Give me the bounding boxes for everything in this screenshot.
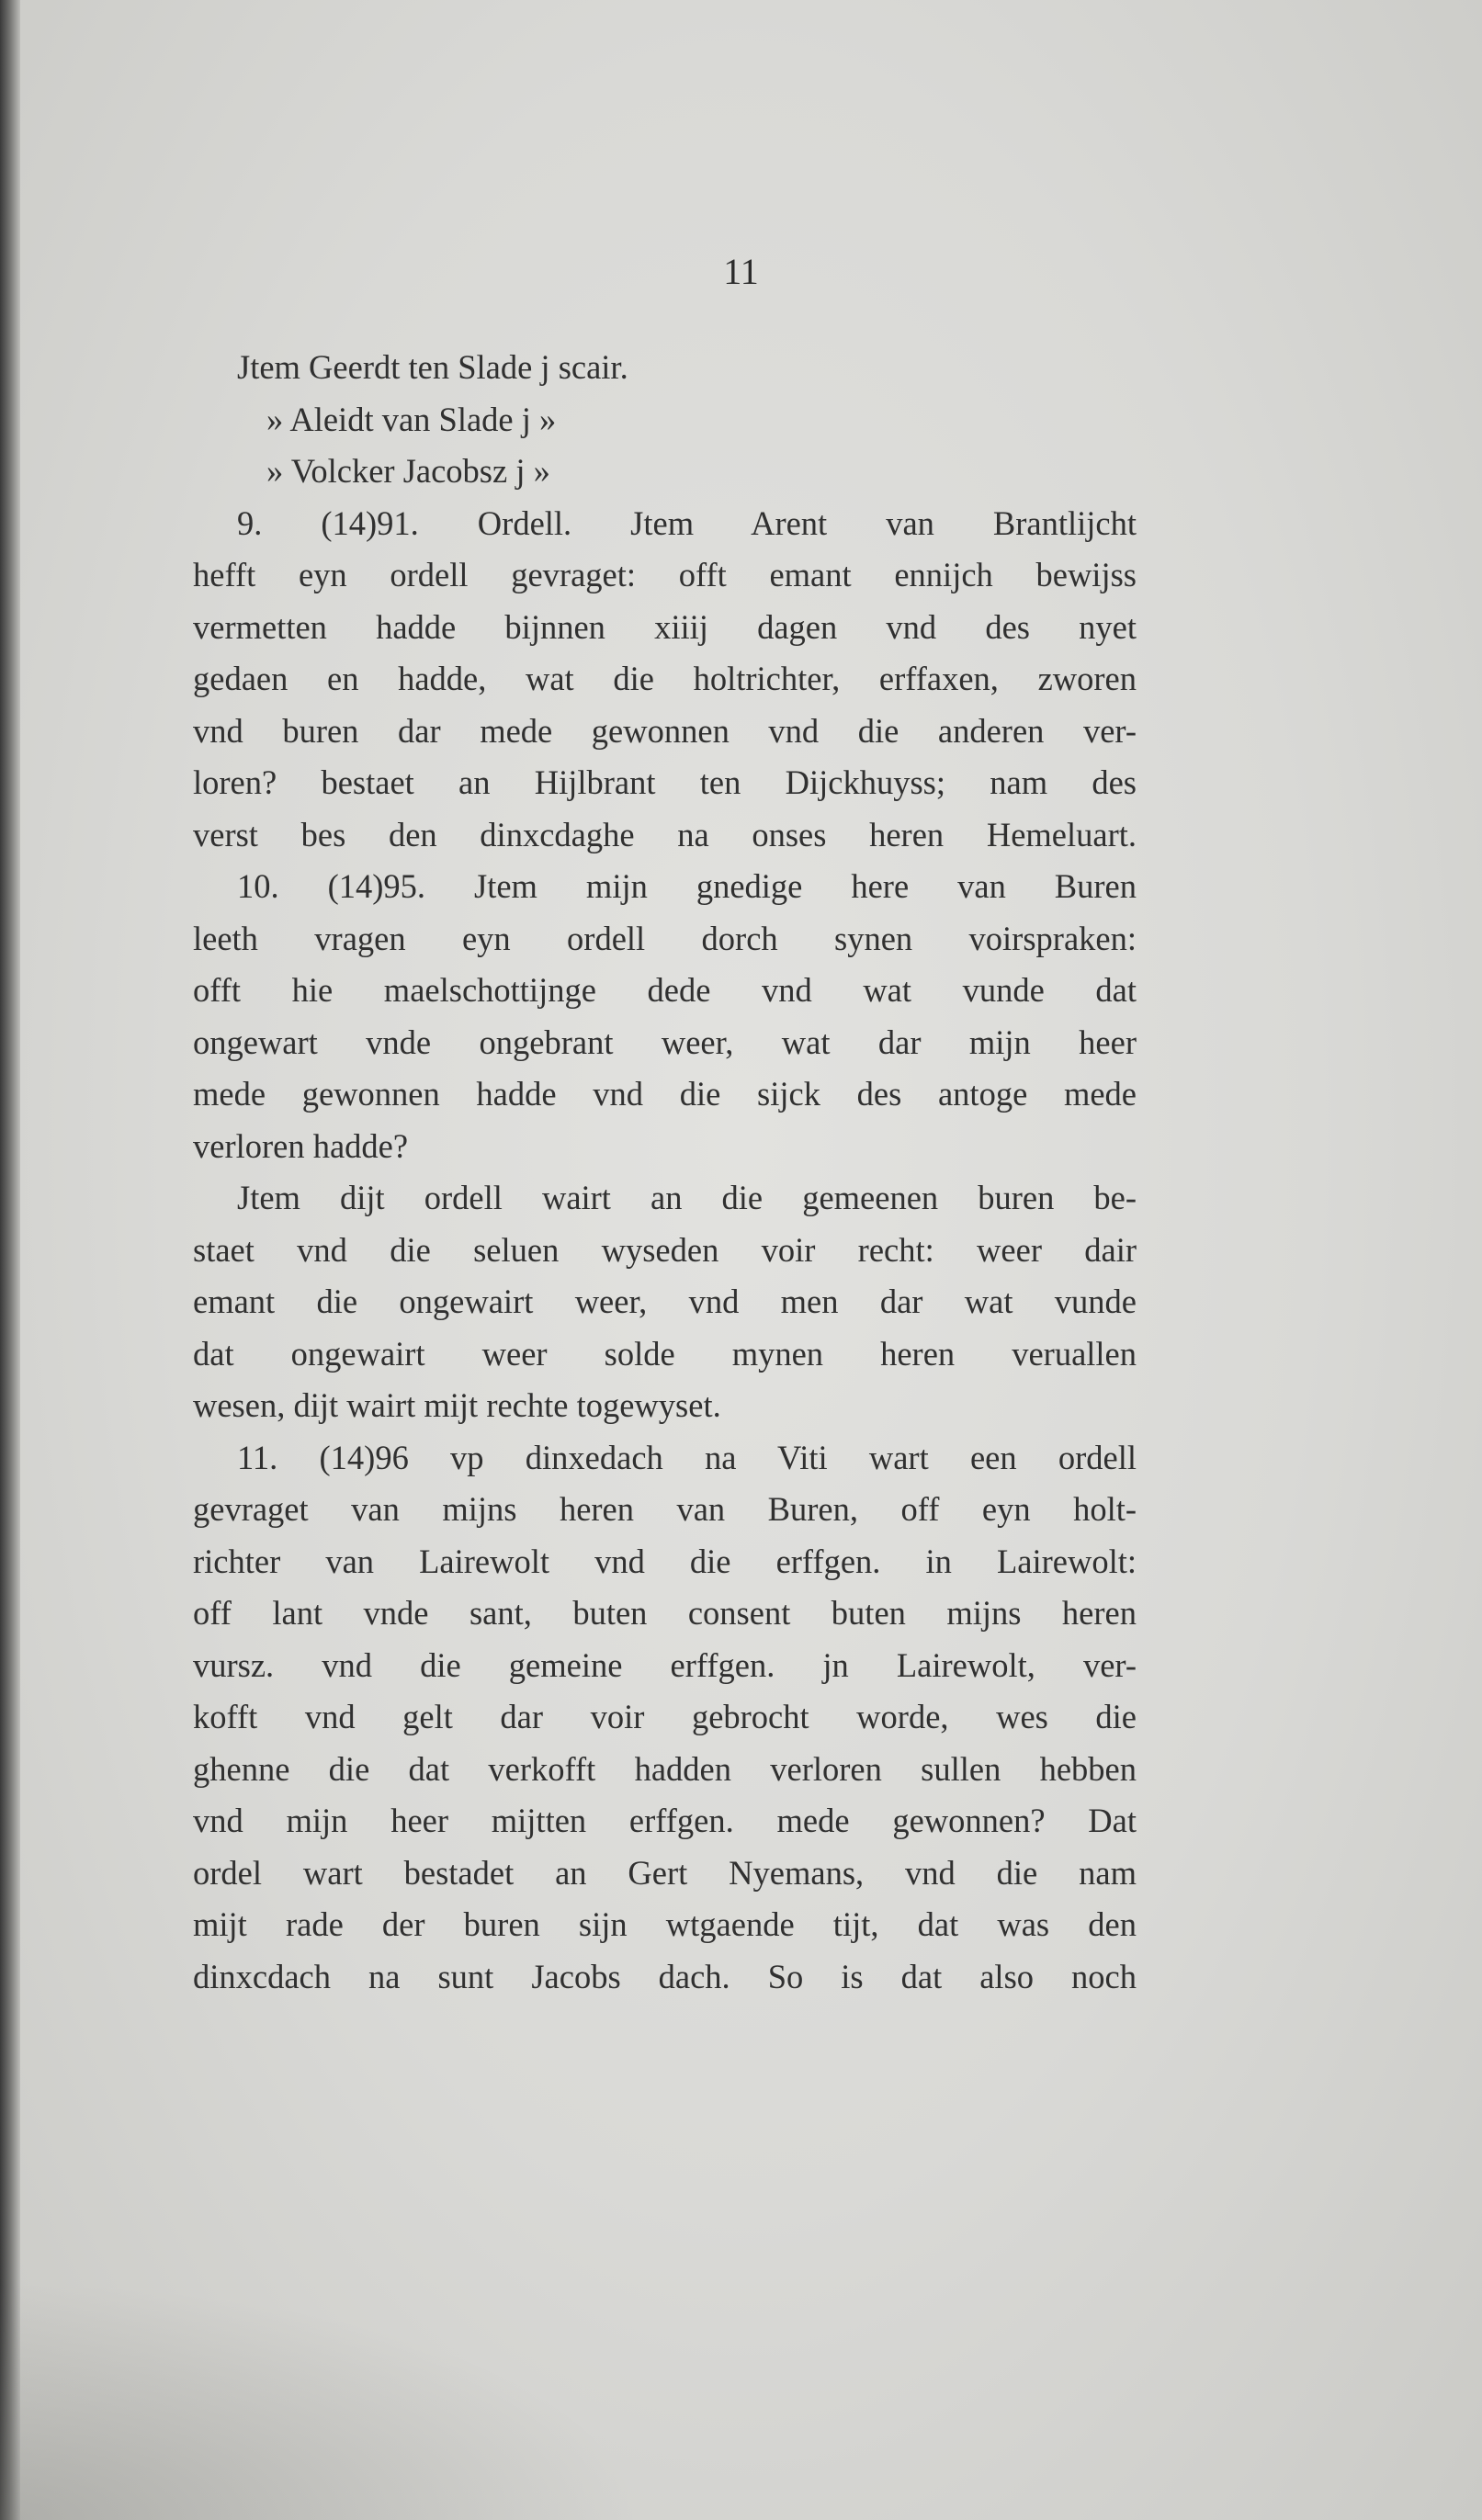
text-line: leeth vragen eyn ordell dorch synen voirspraken: [193, 919, 1137, 957]
text-line: gedaen en hadde, wat die holtrichter, erffaxen, zworen [193, 660, 1137, 697]
text-line: Jtem Geerdt ten Slade j scair. [237, 348, 628, 386]
body-text [193, 342, 1137, 2003]
page-edge-shadow [0, 2281, 643, 2520]
text-line: richter van Lairewolt vnd die erffgen. in Lairewolt: [193, 1542, 1137, 1580]
text-line: dinxcdach na sunt Jacobs dach. So is dat also noch [193, 1957, 1137, 1995]
text-line: vursz. vnd die gemeine erffgen. jn Lairewolt, ver- [193, 1645, 1137, 1684]
text-line: mijt rade der buren sijn wtgaende tijt, dat was den [193, 1905, 1137, 1943]
text-line: staet vnd die seluen wyseden voir recht: weer dair [193, 1230, 1137, 1269]
text-line: loren? bestaet an Hijlbrant ten Dijckhuyss; nam des [193, 763, 1137, 801]
text-line: ordel wart bestadet an Gert Nyemans, vnd die nam [193, 1853, 1137, 1892]
text-line: 10. (14)95. Jtem mijn gnedige here van Buren [237, 867, 1137, 905]
text-line: emant die ongewairt weer, vnd men dar wat vunde [193, 1283, 1137, 1320]
text-line: wesen, dijt wairt mijt rechte togewyset. [193, 1386, 721, 1424]
text-line: ghenne die dat verkofft hadden verloren sullen hebben [193, 1749, 1137, 1788]
text-line: dat ongewairt weer solde mynen heren veruallen [193, 1334, 1137, 1373]
text-line: kofft vnd gelt dar voir gebrocht worde, wes die [193, 1698, 1137, 1735]
text-line: Jtem dijt ordell wairt an die gemeenen buren be- [237, 1179, 1137, 1216]
text-line: hefft eyn ordell gevraget: offt emant ennijch bewijss [193, 556, 1137, 593]
text-line: ongewart vnde ongebrant weer, wat dar mijn heer [193, 1023, 1137, 1061]
text-line: verloren hadde? [193, 1126, 409, 1165]
text-line: verst bes den dinxcdaghe na onses heren Hemeluart. [193, 815, 1137, 853]
text-line: 11. (14)96 vp dinxedach na Viti wart een ordell [237, 1438, 1137, 1476]
text-line: off lant vnde sant, buten consent buten mijns heren [193, 1594, 1137, 1632]
text-line: vermetten hadde bijnnen xiiij dagen vnd des nyet [193, 607, 1137, 646]
book-spine-shadow [0, 0, 20, 2520]
text-line: vnd mijn heer mijtten erffgen. mede gewonnen? Dat [193, 1802, 1137, 1839]
text-line: » Aleidt van Slade j » [266, 400, 557, 438]
page-number: 11 [723, 251, 759, 292]
text-line: 9. (14)91. Ordell. Jtem Arent van Brantlijcht [237, 503, 1137, 542]
text-line: vnd buren dar mede gewonnen vnd die anderen ver- [193, 711, 1137, 750]
text-line: offt hie maelschottijnge dede vnd wat vunde dat [193, 971, 1137, 1009]
text-line: » Volcker Jacobsz j » [266, 452, 550, 490]
text-line: gevraget van mijns heren van Buren, off eyn holt- [193, 1490, 1137, 1528]
text-line: mede gewonnen hadde vnd die sijck des antoge mede [193, 1075, 1137, 1113]
